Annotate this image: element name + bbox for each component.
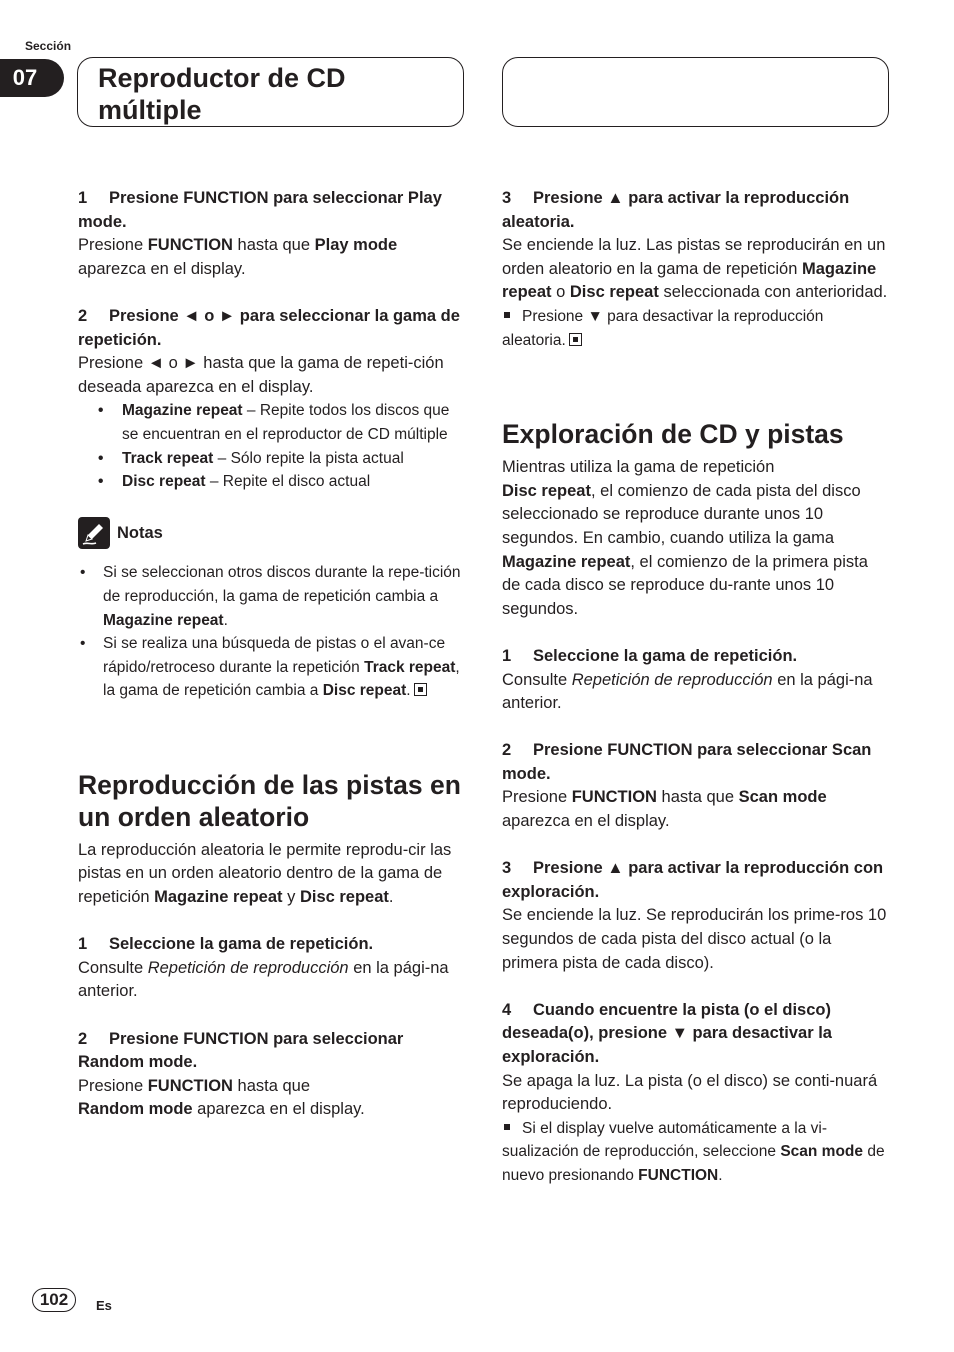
page-title: Reproductor de CD múltiple — [98, 63, 346, 125]
step-note: Presione ▼ para desactivar la reproducción aleatoria. — [502, 307, 824, 349]
page-number: 102 — [32, 1288, 76, 1312]
step-body: Consulte Repetición de reproducción en la pági-na anterior. — [78, 958, 449, 1001]
step-note: Si el display vuelve automáticamente a la vi-sualización de reproducción, seleccione Scan mode de nuevo presionando FUNCTION. — [502, 1119, 885, 1184]
list-item: • Si se realiza una búsqueda de pistas o el avan-ce rápido/retroceso durante la repetición Track repeat, la gama de repetición cambia a Disc repeat. — [78, 632, 466, 703]
list-item: • Si se seleccionan otros discos durante la repe-tición de reproducción, la gama de repetición cambia a Magazine repeat. — [78, 561, 466, 632]
end-mark-icon — [569, 333, 582, 346]
step-body: Consulte Repetición de reproducción en la pági-na anterior. — [502, 670, 873, 713]
notes-heading — [78, 517, 466, 549]
list-item: • Track repeat – Sólo repite la pista actual — [78, 447, 466, 471]
step-heading: 2 Presione ◄ o ► para seleccionar la gama de repetición. — [78, 306, 460, 349]
step-body: Presione FUNCTION hasta que Random mode aparezca en el display. — [78, 1076, 365, 1119]
step-heading: 3 Presione ▲ para activar la reproducción aleatoria. — [502, 189, 850, 231]
language-code: Es — [96, 1298, 112, 1313]
left-column — [78, 187, 466, 1122]
list-item: • Magazine repeat – Repite todos los discos que se encuentran en el reproductor de CD múltiple — [78, 399, 466, 446]
list-item: • Disc repeat – Repite el disco actual — [78, 470, 466, 494]
square-bullet-icon — [504, 1124, 510, 1130]
repeat-range-list — [78, 399, 466, 493]
section-label: Sección — [25, 39, 72, 53]
header-title-box — [77, 57, 464, 127]
step-heading: 2 Presione FUNCTION para seleccionar Random mode. — [78, 1029, 404, 1072]
step-heading: 1 Seleccione la gama de repetición. — [502, 646, 798, 665]
notes-label: Notas — [117, 523, 163, 542]
section-intro: La reproducción aleatoria le permite reprodu-cir las pistas en un orden aleatorio dentro de la gama de repetición Magazine repeat y Disc repeat. — [78, 840, 452, 907]
header-empty-box — [502, 57, 889, 127]
step-heading: 2 Presione FUNCTION para seleccionar Scan mode. — [502, 741, 872, 783]
step-body: Se enciende la luz. Las pistas se reproducirán en un orden aleatorio en la gama de repetición Magazine repeat o Disc repeat seleccionada con anterioridad. — [502, 236, 888, 302]
square-bullet-icon — [504, 312, 510, 318]
right-column — [502, 187, 890, 1188]
step-body: Se apaga la luz. La pista (o el disco) se conti-nuará reproduciendo. — [502, 1071, 878, 1114]
step-heading: 4 Cuando encuentre la pista (o el disco) deseada(o), presione ▼ para desactivar la exploración. — [502, 1000, 832, 1066]
step-body: Presione FUNCTION hasta que Scan mode aparezca en el display. — [502, 788, 827, 831]
step-body: Presione ◄ o ► hasta que la gama de repeti-ción deseada aparezca en el display. — [78, 354, 444, 396]
notes-list — [78, 561, 466, 703]
step-body: Se enciende la luz. Se reproducirán los prime-ros 10 segundos de cada pista del disco actual (o la primera pista de cada disco). — [502, 906, 887, 972]
step-heading: 1 Presione FUNCTION para seleccionar Play mode. — [78, 189, 442, 231]
section-heading: Exploración de CD y pistas — [502, 419, 844, 450]
section-number-badge: 07 — [0, 59, 64, 97]
step-body: Presione FUNCTION hasta que Play mode aparezca en el display. — [78, 236, 398, 278]
section-intro: Mientras utiliza la gama de repetición Disc repeat, el comienzo de cada pista del disco seleccionado se reproduce durante unos 10 segundos. En cambio, cuando utiliza la gama Magazine repeat, el comienzo de la primera pista de cada disco se reproduce du-rante unos 10 segundos. — [502, 458, 868, 618]
step-heading: 1 Seleccione la gama de repetición. — [78, 935, 374, 954]
step-heading: 3 Presione ▲ para activar la reproducción con exploración. — [502, 859, 884, 901]
section-heading: Reproducción de las pistas en un orden aleatorio — [78, 769, 461, 832]
pencil-note-icon — [78, 517, 110, 549]
end-mark-icon — [414, 683, 427, 696]
